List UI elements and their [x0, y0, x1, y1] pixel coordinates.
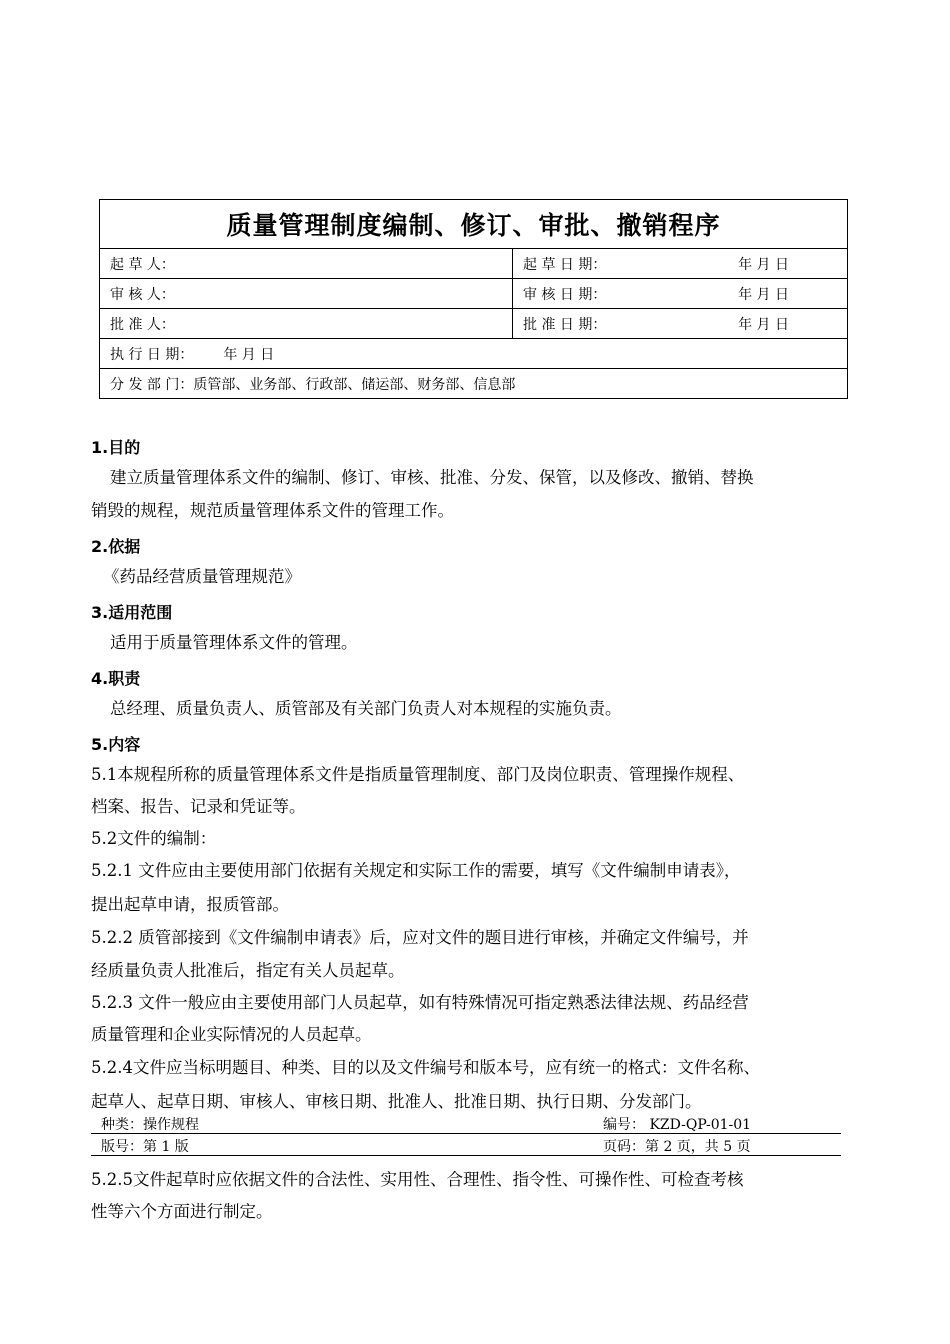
draft-date-cell	[513, 249, 848, 279]
footer-divider	[91, 1133, 841, 1134]
purpose-text-line1: 建立质量管理体系文件的编制、修订、审核、批准、分发、保管，以及修改、撤销、替换	[110, 468, 754, 487]
distribution-value: 质管部、业务部、行政部、储运部、财务部、信息部	[193, 376, 516, 393]
footer-page: 页码：第 2 页，共 5 页	[603, 1139, 751, 1155]
para-5-2-3-line2: 质量管理和企业实际情况的人员起草。	[91, 1025, 372, 1044]
scope-text: 适用于质量管理体系文件的管理。	[110, 633, 358, 652]
para-5-2-3-line1: 5.2.3 文件一般应由主要使用部门人员起草，如有特殊情况可指定熟悉法律法规、药品经营	[91, 993, 749, 1012]
approve-date-value: 年 月 日	[738, 316, 790, 333]
reviewer-cell	[100, 279, 513, 309]
document-title: 质量管理制度编制、修订、审批、撤销程序	[100, 200, 848, 249]
section-content-heading: 5.内容	[91, 735, 141, 754]
section-basis-heading: 2.依据	[91, 537, 141, 556]
purpose-text-line2: 销毁的规程，规范质量管理体系文件的管理工作。	[91, 501, 454, 520]
para-5-2-4-line2: 起草人、起草日期、审核人、审核日期、批准人、批准日期、执行日期、分发部门。	[91, 1092, 702, 1111]
draft-date-value: 年 月 日	[738, 256, 790, 273]
review-date-label: 审 核 日 期：	[523, 286, 607, 303]
approver-label: 批 准 人：	[110, 316, 175, 333]
drafter-label: 起 草 人：	[110, 256, 175, 273]
approve-date-label: 批 准 日 期：	[523, 316, 607, 333]
exec-date-cell	[100, 339, 848, 369]
basis-text: 《药品经营质量管理规范》	[103, 567, 301, 586]
para-5-2-2-line1: 5.2.2 质管部接到《文件编制申请表》后，应对文件的题目进行审核，并确定文件编号，并	[91, 928, 749, 947]
section-duty-heading: 4.职责	[91, 669, 141, 688]
para-5-2-2-line2: 经质量负责人批准后，指定有关人员起草。	[91, 961, 405, 980]
review-date-cell	[513, 279, 848, 309]
footer-version: 版号：第 1 版	[101, 1139, 189, 1155]
para-5-2-1-line1: 5.2.1 文件应由主要使用部门依据有关规定和实际工作的需要，填写《文件编制申请表》，	[91, 861, 741, 880]
duty-text: 总经理、质量负责人、质管部及有关部门负责人对本规程的实施负责。	[110, 699, 622, 718]
para-5-2-4-line1: 5.2.4文件应当标明题目、种类、目的以及文件编号和版本号，应有统一的格式：文件名称、	[91, 1058, 760, 1077]
para-5-1-line1: 5.1本规程所称的质量管理体系文件是指质量管理制度、部门及岗位职责、管理操作规程、	[91, 765, 745, 784]
drafter-cell	[100, 249, 513, 279]
exec-date-label: 执 行 日 期：	[110, 346, 194, 363]
footer-code: 编号： KZD-QP-01-01	[603, 1117, 752, 1133]
approve-date-cell	[513, 309, 848, 339]
section-scope-heading: 3.适用范围	[91, 603, 173, 622]
para-5-2-1-line2: 提出起草申请，报质管部。	[91, 895, 289, 914]
draft-date-label: 起 草 日 期：	[523, 256, 607, 273]
footer-category: 种类：操作规程	[101, 1117, 199, 1133]
section-purpose-heading: 1.目的	[91, 438, 141, 457]
para-5-2: 5.2文件的编制：	[91, 829, 217, 848]
para-5-2-5-line2: 性等六个方面进行制定。	[91, 1202, 273, 1221]
approver-cell	[100, 309, 513, 339]
review-date-value: 年 月 日	[738, 286, 790, 303]
footer-divider-bottom	[91, 1155, 841, 1156]
distribution-label: 分 发 部 门：	[110, 376, 194, 393]
reviewer-label: 审 核 人：	[110, 286, 175, 303]
distribution-cell	[100, 369, 848, 399]
para-5-2-5-line1: 5.2.5文件起草时应依据文件的合法性、实用性、合理性、指令性、可操作性、可检查考核	[91, 1170, 744, 1189]
exec-date-value: 年 月 日	[223, 346, 275, 363]
para-5-1-line2: 档案、报告、记录和凭证等。	[91, 797, 306, 816]
document-header-table	[99, 199, 848, 399]
